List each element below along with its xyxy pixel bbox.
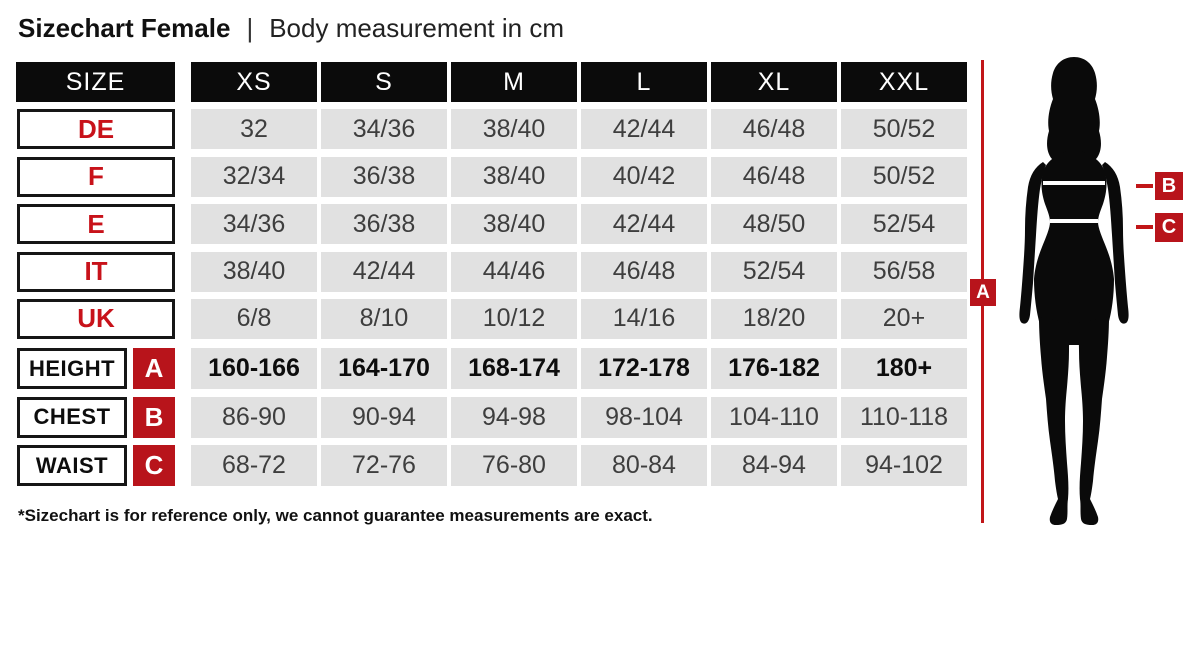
row-label: DE (77, 113, 115, 144)
data-cell: 8/10 (321, 299, 447, 339)
data-cell: 42/44 (581, 204, 707, 244)
data-cell: 98-104 (581, 397, 707, 438)
data-cell: 172-178 (581, 348, 707, 389)
data-cell: 168-174 (451, 348, 577, 389)
figure-label-b: B (1155, 172, 1183, 200)
data-cell: 84-94 (711, 445, 837, 486)
data-cell: 160-166 (191, 348, 317, 389)
table-row (15, 109, 971, 149)
data-cell: 46/48 (581, 252, 707, 292)
data-cell: 80-84 (581, 445, 707, 486)
data-cell: 50/52 (841, 157, 967, 197)
hair (1047, 57, 1101, 162)
data-cell: 38/40 (451, 204, 577, 244)
data-cell: 38/40 (451, 109, 577, 149)
measure-label-wrap (15, 445, 191, 486)
data-cell: 76-80 (451, 445, 577, 486)
header-cell: M (451, 62, 577, 102)
measure-row (15, 397, 971, 438)
measure-label: HEIGHT (17, 348, 127, 389)
header-cell: S (321, 62, 447, 102)
measurement-figure (960, 50, 1200, 550)
data-cell: 10/12 (451, 299, 577, 339)
measure-row (15, 445, 971, 486)
header-cell: XS (191, 62, 317, 102)
row-label-box (17, 299, 175, 339)
data-cell: 176-182 (711, 348, 837, 389)
data-cell: 44/46 (451, 252, 577, 292)
data-cell: 34/36 (191, 204, 317, 244)
right-leg (1077, 317, 1109, 525)
row-label-box (17, 157, 175, 197)
header-size-cell: SIZE (16, 62, 175, 102)
row-label: IT (84, 256, 108, 287)
data-cell: 38/40 (451, 157, 577, 197)
title-main: Sizechart Female (18, 13, 231, 43)
chest-tick (1136, 184, 1153, 188)
data-cell: 56/58 (841, 252, 967, 292)
size-table (15, 62, 971, 494)
measure-label: CHEST (17, 397, 127, 438)
table-row (15, 204, 971, 244)
measure-label-wrap (15, 397, 191, 438)
table-row (15, 252, 971, 292)
torso (1034, 149, 1114, 345)
data-cell: 42/44 (321, 252, 447, 292)
waist-tick (1136, 225, 1153, 229)
data-cell: 6/8 (191, 299, 317, 339)
data-cell: 42/44 (581, 109, 707, 149)
title-separator: | (246, 13, 254, 43)
data-cell: 46/48 (711, 109, 837, 149)
data-cell: 32 (191, 109, 317, 149)
female-silhouette (1005, 57, 1145, 527)
measure-letter: B (133, 397, 175, 438)
row-label: UK (77, 303, 115, 334)
data-cell: 94-102 (841, 445, 967, 486)
row-label: E (87, 208, 105, 239)
row-label-box (17, 109, 175, 149)
data-cell: 180+ (841, 348, 967, 389)
header-cell: XL (711, 62, 837, 102)
left-leg (1039, 317, 1071, 525)
row-label-box (17, 252, 175, 292)
data-cell: 14/16 (581, 299, 707, 339)
data-cell: 68-72 (191, 445, 317, 486)
chest-line (1043, 181, 1105, 185)
data-cell: 18/20 (711, 299, 837, 339)
figure-label-c: C (1155, 213, 1183, 242)
data-cell: 52/54 (711, 252, 837, 292)
data-cell: 34/36 (321, 109, 447, 149)
footnote: *Sizechart is for reference only, we cannot guarantee measurements are exact. (18, 506, 653, 525)
data-cell: 20+ (841, 299, 967, 339)
data-cell: 46/48 (711, 157, 837, 197)
waist-line (1050, 219, 1098, 223)
measure-label-wrap (15, 348, 191, 389)
header-cell: XXL (841, 62, 967, 102)
row-label: F (88, 161, 104, 192)
data-cell: 36/38 (321, 204, 447, 244)
data-cell: 164-170 (321, 348, 447, 389)
data-cell: 50/52 (841, 109, 967, 149)
data-cell: 40/42 (581, 157, 707, 197)
size-rows (15, 109, 971, 339)
measure-row (15, 348, 971, 389)
header-cell: L (581, 62, 707, 102)
data-cell: 110-118 (841, 397, 967, 438)
data-cell: 48/50 (711, 204, 837, 244)
data-cell: 52/54 (841, 204, 967, 244)
data-cell: 38/40 (191, 252, 317, 292)
page-title (18, 13, 564, 44)
figure-label-a: A (970, 279, 996, 306)
data-cell: 36/38 (321, 157, 447, 197)
table-row (15, 299, 971, 339)
data-cell: 90-94 (321, 397, 447, 438)
measure-letter: C (133, 445, 175, 486)
title-subtitle: Body measurement in cm (269, 13, 564, 43)
data-cell: 86-90 (191, 397, 317, 438)
table-row (15, 157, 971, 197)
table-header-row (15, 62, 971, 102)
measure-label: WAIST (17, 445, 127, 486)
data-cell: 32/34 (191, 157, 317, 197)
data-cell: 72-76 (321, 445, 447, 486)
measure-letter: A (133, 348, 175, 389)
row-label-box (17, 204, 175, 244)
data-cell: 94-98 (451, 397, 577, 438)
data-cell: 104-110 (711, 397, 837, 438)
measure-rows (15, 348, 971, 486)
